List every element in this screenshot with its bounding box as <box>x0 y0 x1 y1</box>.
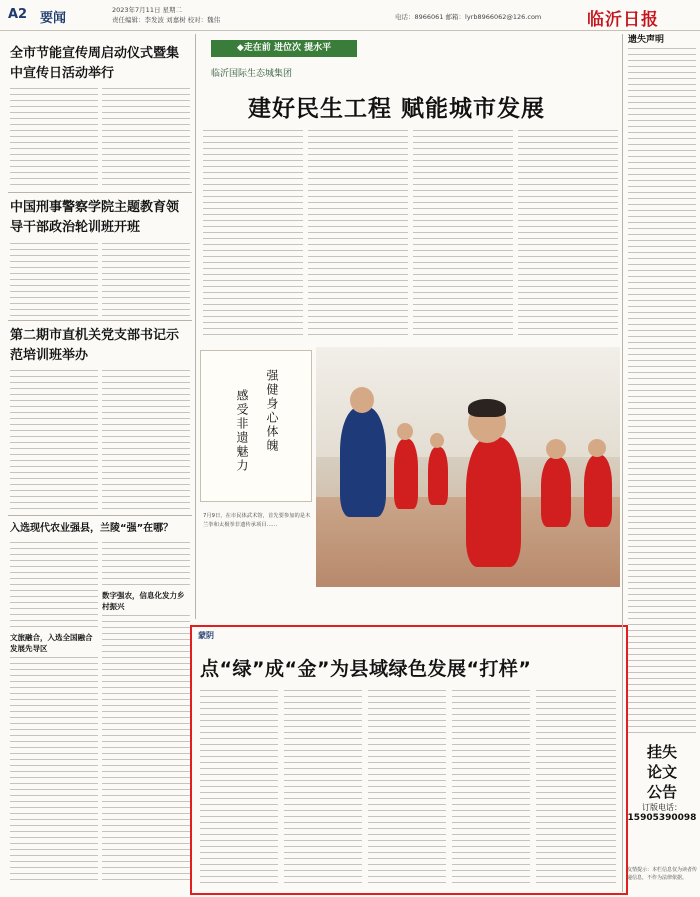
ad-disclaimer: 友情提示：本栏信息仅为读者传递信息，不作为法律依据。 <box>627 867 698 881</box>
column-divider <box>622 34 623 892</box>
divider <box>8 320 192 321</box>
main-headline[interactable]: 建好民生工程 赋能城市发展 <box>248 96 546 122</box>
article-body <box>308 130 408 340</box>
martial-arts-photo[interactable] <box>316 347 620 587</box>
page-number: A2 <box>8 7 28 22</box>
classified-ad[interactable] <box>626 742 698 862</box>
campaign-banner: ◆走在前 进位次 提水平 <box>211 40 357 57</box>
article-body <box>10 243 98 318</box>
calligraphy-line-1: 强健身心体魄 <box>265 369 279 453</box>
subhead-culture-tourism: 文旅融合，入选全国融合发展先导区 <box>10 633 93 653</box>
article-body <box>518 130 618 340</box>
column-divider <box>195 34 196 619</box>
ad-line-2: 论文 <box>646 763 677 781</box>
headline-lanling[interactable]: 入选现代农业强县，兰陵“强”在哪？ <box>10 523 174 534</box>
calligraphy-line-2: 感受非遗魅力 <box>235 389 249 473</box>
ad-phone-label: 订版电话： <box>642 803 682 812</box>
article-body <box>10 657 98 885</box>
article-body <box>102 615 190 885</box>
divider <box>8 192 192 193</box>
issue-date: 2023年7月11日 星期二 <box>112 6 183 14</box>
article-body <box>452 690 530 885</box>
ad-line-3: 公告 <box>646 783 677 801</box>
featured-headline[interactable]: 点“绿”成“金”为县域绿色发展“打样” <box>200 658 532 680</box>
ad-line-1: 挂失 <box>646 743 677 761</box>
org-name: 临沂国际生态城集团 <box>211 69 293 79</box>
ad-phone[interactable]: 15905390098 <box>627 813 697 823</box>
article-body <box>10 88 98 188</box>
article-body <box>413 130 513 340</box>
article-body <box>102 370 190 510</box>
headline-police-academy[interactable]: 中国刑事警察学院主题教育领导干部政治轮训班开班 <box>10 200 180 235</box>
article-body <box>102 542 190 587</box>
article-body <box>10 370 98 510</box>
notice-list <box>628 48 696 736</box>
subhead-digital-agri: 数字强农，信息化发力乡村振兴 <box>102 591 185 611</box>
divider <box>8 515 192 516</box>
feature-location-tag: 蒙阴 <box>198 631 214 640</box>
lost-notice-heading: 遗失声明 <box>628 35 665 45</box>
article-body <box>203 130 303 340</box>
article-body <box>102 88 190 188</box>
article-body <box>10 542 98 627</box>
contact-info: 电话：8966061 邮箱：lyrb8966062@126.com <box>395 13 542 21</box>
newspaper-masthead: 临沂日报 <box>587 10 659 30</box>
editor-credits: 责任编辑：李发波 刘嘉树 校对：魏伟 <box>112 16 221 24</box>
calligraphy-panel <box>200 350 312 502</box>
article-body <box>536 690 616 885</box>
article-body <box>284 690 362 885</box>
article-body <box>200 690 278 885</box>
article-body <box>368 690 446 885</box>
section-name: 要闻 <box>40 11 67 26</box>
headline-energy-week[interactable]: 全市节能宣传周启动仪式暨集中宣传日活动举行 <box>10 46 180 81</box>
headline-party-branch[interactable]: 第二期市直机关党支部书记示范培训班举办 <box>10 328 180 363</box>
photo-caption: 7月9日，在市民体武术馆，首先要参加的是木兰拳和太极拳非遗传承项目…… <box>203 513 311 528</box>
article-body <box>102 243 190 318</box>
